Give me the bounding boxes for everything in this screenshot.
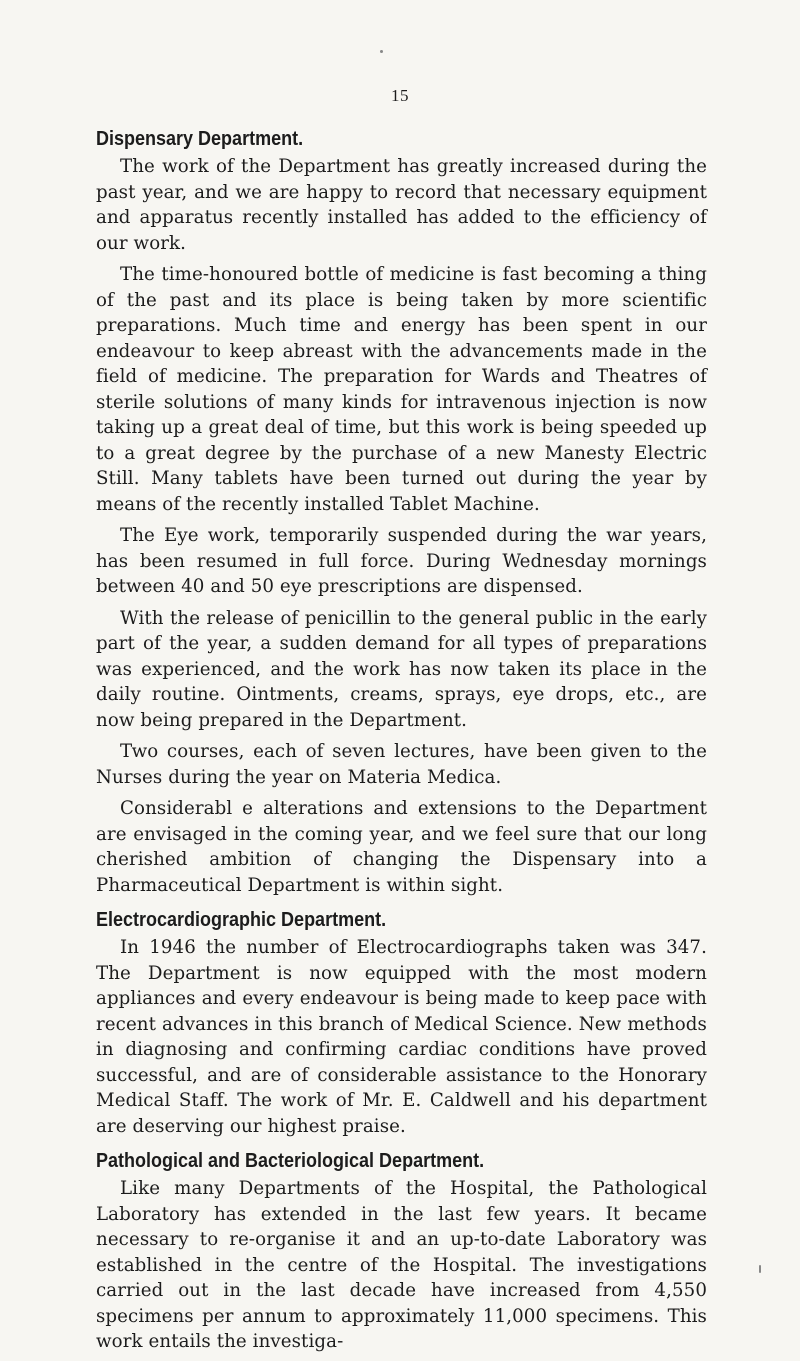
paragraph: The work of the Department has greatly increased during the past year, and we are happy to record that necessary equipment and apparatus recently installed has added to the efficiency of our work.	[96, 156, 707, 254]
page-body	[96, 124, 707, 1361]
page-number: 15	[391, 86, 409, 105]
paragraph: The Eye work, temporarily suspended during the war years, has been resumed in full force. During Wednesday mornings between 40 and 50 eye prescriptions are dispensed.	[96, 525, 707, 597]
section-heading: Dispensary Department.	[96, 128, 304, 150]
paragraph: In 1946 the number of Electrocardiographs taken was 347. The Department is now equipped with the most modern appliances and every endeavour is being made to keep pace with recent advances in this branch of Medical Science. New methods in diagnosing and confirming cardiac conditions have proved successful, and are of considerable assistance to the Honorary Medical Staff. The work of Mr. E. Caldwell and his department are deserving our highest praise.	[96, 937, 707, 1137]
section-heading: Pathological and Bacteriological Department.	[96, 1150, 485, 1172]
paragraph: The time-honoured bottle of medicine is fast becoming a thing of the past and its place is being taken by more scientific preparations. Much time and energy has been spent in our endeavour to keep abreast with the advancements made in the field of medicine. The preparation for Wards and Theatres of sterile solutions of many kinds for intravenous injection is now taking up a great deal of time, but this work is being speeded up to a great degree by the purchase of a new Manesty Electric Still. Many tablets have been turned out during the year by means of the recently installed Tablet Machine.	[96, 264, 707, 515]
section-pathological	[96, 1146, 707, 1355]
section-heading: Electrocardiographic Department.	[96, 909, 387, 931]
paragraph: Two courses, each of seven lectures, have been given to the Nurses during the year on Materia Medica.	[96, 741, 707, 788]
paragraph: Considerabl e alterations and extensions to the Department are envisaged in the coming year, and we feel sure that our long cherished ambition of changing the Dispensary into a Pharmaceutical Department is within sight.	[96, 798, 707, 896]
paragraph: Like many Departments of the Hospital, the Pathological Laboratory has extended in the last few years. It became necessary to re-organise it and an up-to-date Laboratory was established in the centre of the Hospital. The investigations carried out in the last decade have increased from 4,550 specimens per annum to approximately 11,000 specimens. This work entails the investiga-	[96, 1178, 707, 1352]
section-dispensary	[96, 124, 707, 898]
scan-speck	[759, 1265, 761, 1273]
paragraph: With the release of penicillin to the general public in the early part of the year, a sudden demand for all types of preparations was experienced, and the work has now taken its place in the daily routine. Ointments, creams, sprays, eye drops, etc., are now being prepared in the Department.	[96, 607, 707, 731]
section-electrocardiographic	[96, 905, 707, 1139]
scan-speck	[380, 50, 383, 53]
